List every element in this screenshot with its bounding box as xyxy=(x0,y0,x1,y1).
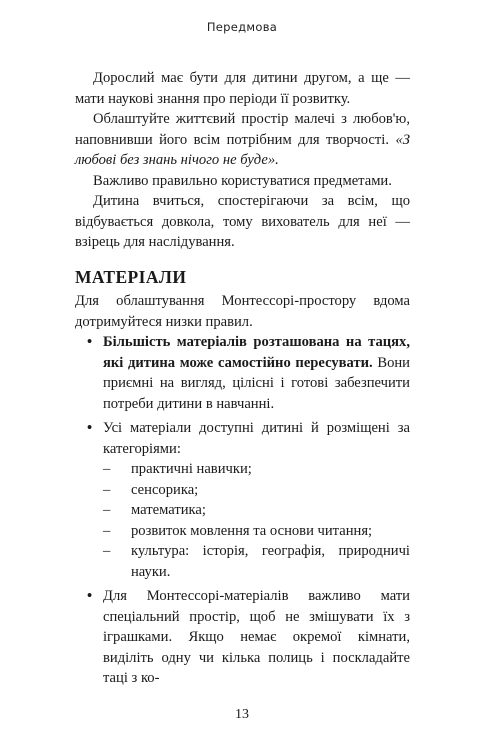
page-body xyxy=(75,68,410,689)
quote: «З любові без знань нічого не буде». xyxy=(75,131,410,168)
bullet-list xyxy=(75,332,410,689)
paragraph: Дитина вчиться, спостерігаючи за всім, що відбувається довкола, тому вихователь для неї — взірець для наслідування. xyxy=(75,193,410,250)
bullet-text: Усі матеріали доступні дитині й розміщені за категоріями: xyxy=(103,420,410,457)
bullet-item: • Для Монтессорі-матеріалів важливо мати спеціальний простір, щоб не змішувати їх з іграшками. Якщо немає окремої кімнати, виділіть одну чи кілька полиць і поскладайте таці з ко- xyxy=(103,586,410,689)
running-head: Передмова xyxy=(206,20,278,34)
bullet-item xyxy=(103,332,410,414)
category-item: – розвиток мовлення та основи читання; xyxy=(131,521,410,542)
paragraph-text: Облаштуйте життєвий простір малечі з любов'ю, наповнивши його всім потрібним для творчості. xyxy=(75,111,410,148)
category-item: – культура: історія, географія, природничі науки. xyxy=(131,541,410,582)
category-item: – математика; xyxy=(131,500,410,521)
section-intro: Для облаштування Монтессорі-простору вдома дотримуйтеся низки правил. xyxy=(75,293,410,330)
bullet-item xyxy=(103,418,410,582)
category-list xyxy=(103,459,410,582)
paragraph: Дорослий має бути для дитини другом, а ще — мати наукові знання про періоди її розвитку. xyxy=(75,70,410,107)
page-number: 13 xyxy=(235,707,249,722)
paragraph: Важливо правильно користуватися предметами. xyxy=(93,172,392,189)
paragraph xyxy=(75,109,410,171)
bullet-text: Вони приємні на вигляд, цілісні і готові забезпечити потреби дитини в навчанні. xyxy=(103,354,410,412)
bullet-bold-text: Більшість матеріалів розташована на тацях, які дитина може самостійно пересувати. xyxy=(103,334,410,371)
category-item: – практичні навички; xyxy=(131,459,410,480)
category-item: – сенсорика; xyxy=(131,480,410,501)
section-heading: МАТЕРІАЛИ xyxy=(75,266,187,287)
